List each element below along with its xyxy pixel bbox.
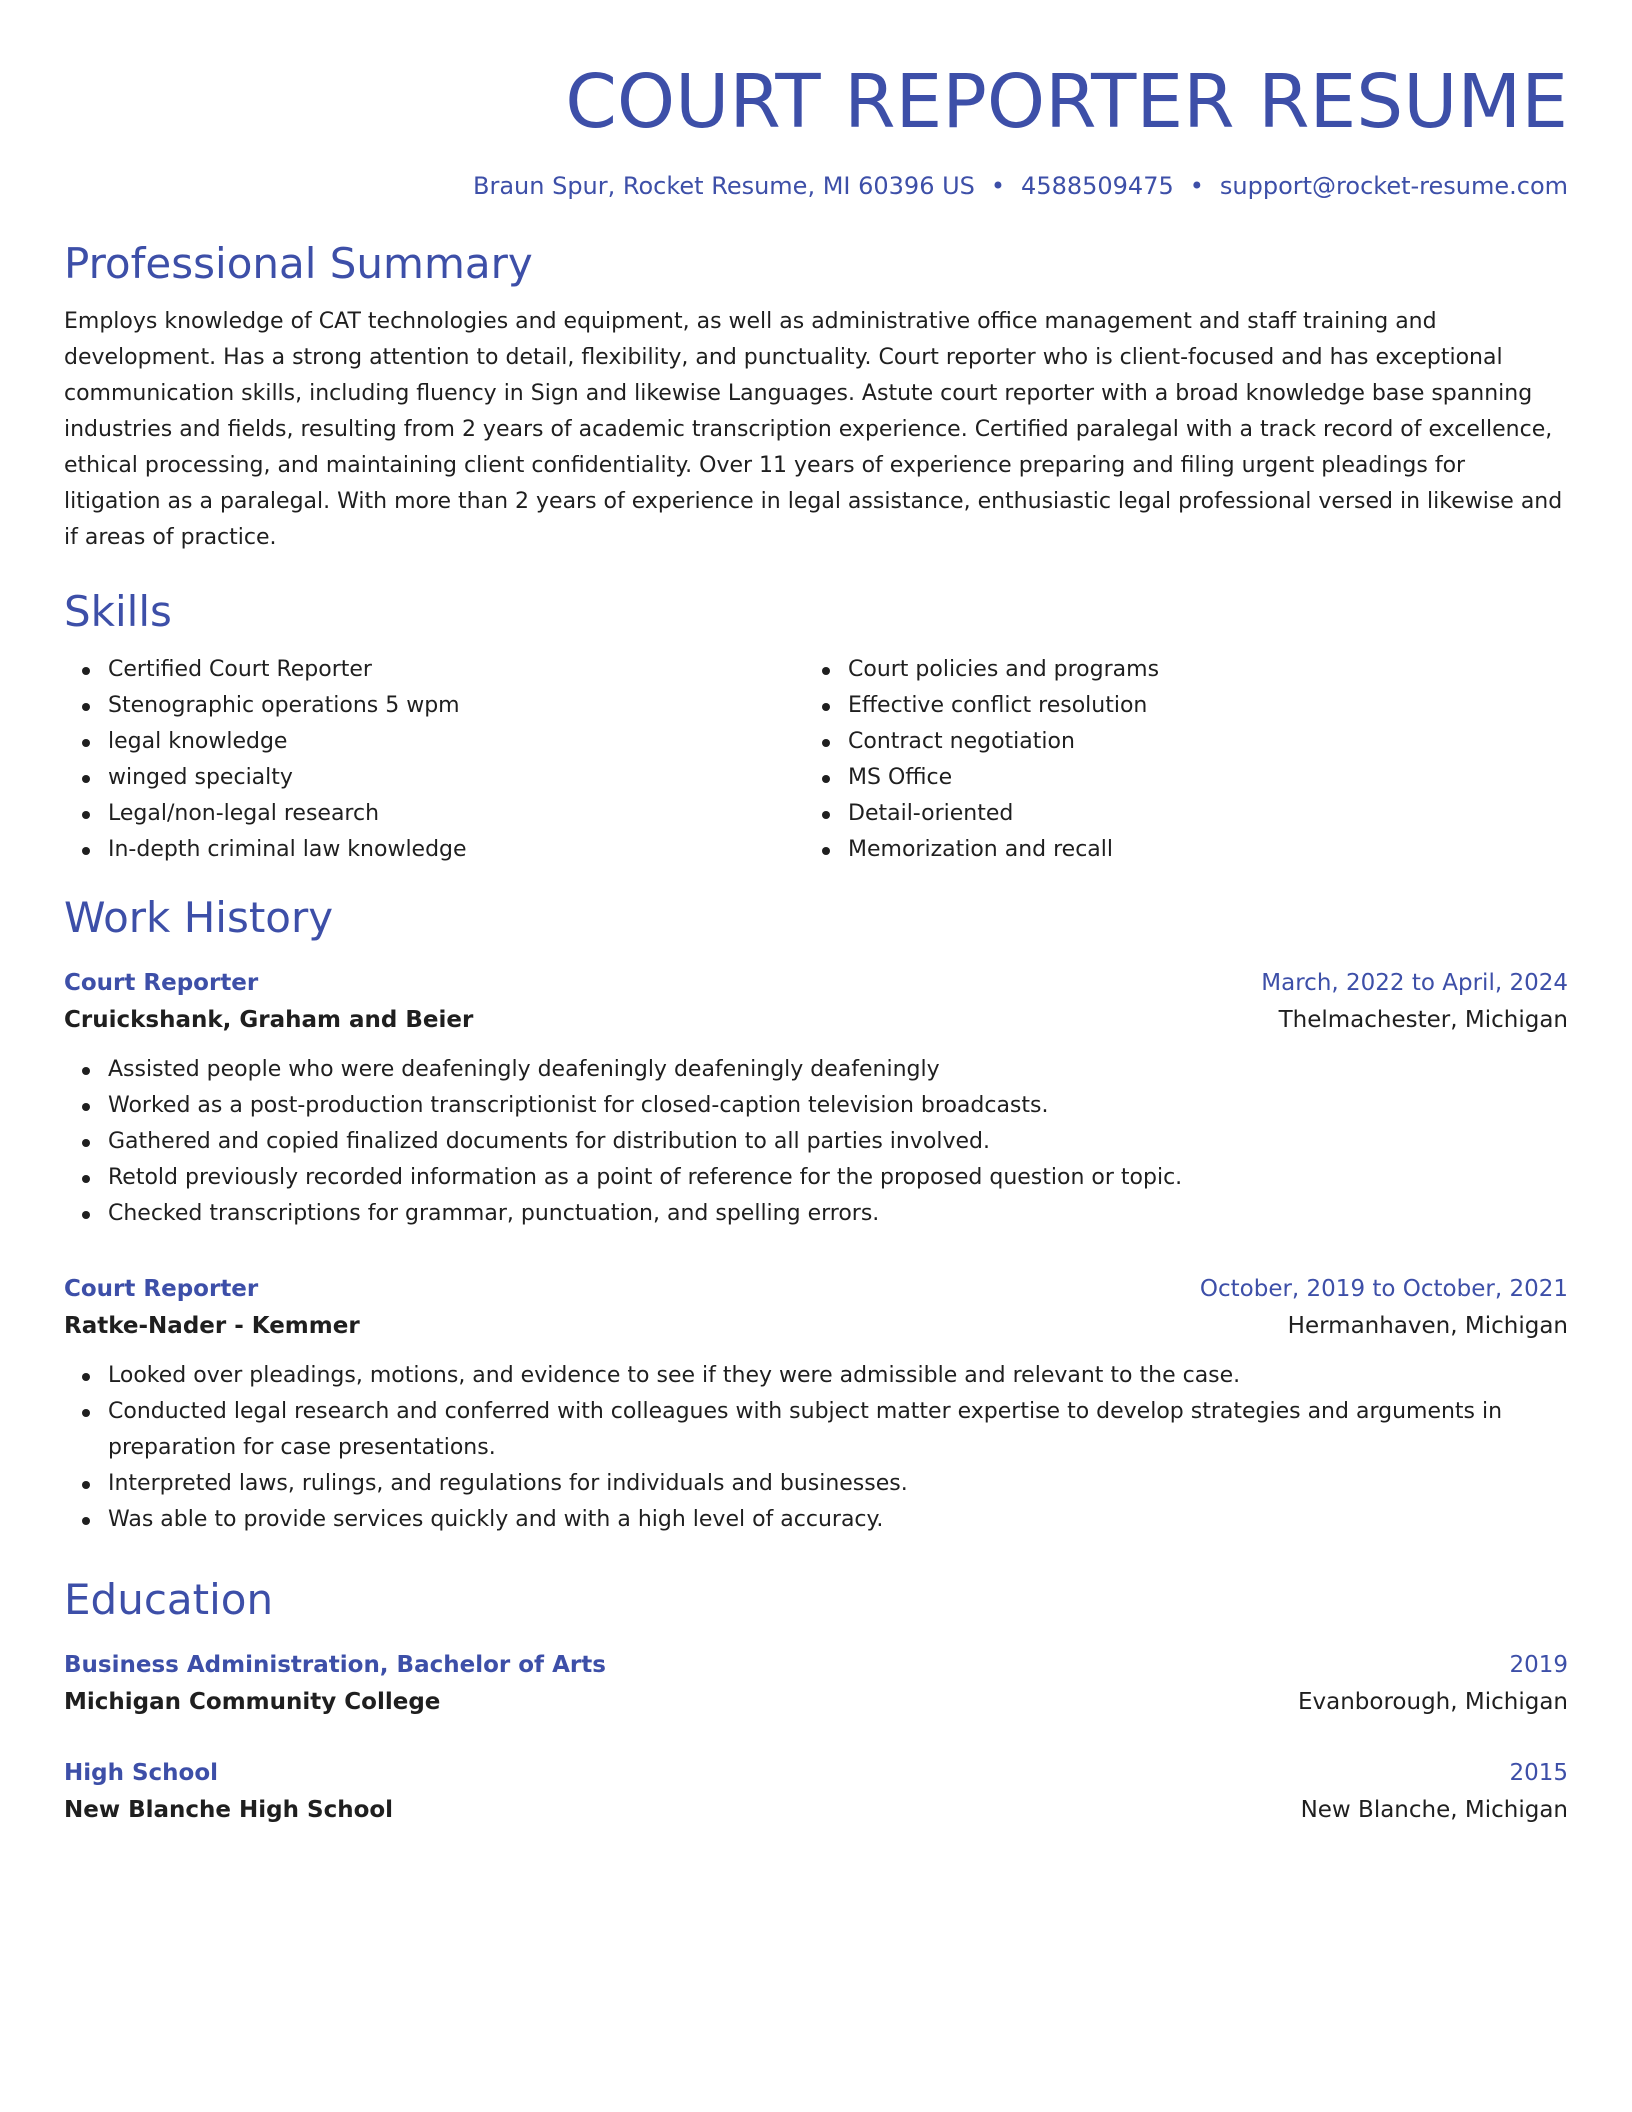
contact-email[interactable]: support@rocket-resume.com bbox=[1219, 172, 1568, 200]
job-bullet: Assisted people who were deafeningly deafeningly deafeningly deafeningly bbox=[108, 1052, 1568, 1088]
contact-line bbox=[64, 170, 1568, 202]
skills-heading: Skills bbox=[64, 587, 172, 636]
contact-phone: 4588509475 bbox=[1021, 172, 1174, 200]
job-location: Hermanhaven, Michigan bbox=[1287, 1313, 1568, 1339]
job-company: Cruickshank, Graham and Beier bbox=[64, 1007, 474, 1033]
skill-item: Effective conflict resolution bbox=[848, 688, 1564, 724]
job-bullet: Worked as a post-production transcriptionist for closed-caption television broadcasts. bbox=[108, 1088, 1568, 1124]
skill-item: Contract negotiation bbox=[848, 724, 1564, 760]
work-history-heading: Work History bbox=[64, 893, 334, 942]
skills-list-left bbox=[64, 652, 804, 868]
job-bullet: Gathered and copied finalized documents for distribution to all parties involved. bbox=[108, 1124, 1568, 1160]
education-degree: Business Administration, Bachelor of Arts bbox=[64, 1652, 606, 1678]
job-company: Ratke-Nader - Kemmer bbox=[64, 1313, 360, 1339]
summary-text: Employs knowledge of CAT technologies and equipment, as well as administrative office management and staff training and development. Has a strong attention to detail, flexibility, and punctuality. Court reporter who is client-focused and has exceptional communication skills, including fluency in Sign and likewise Languages. Astute court reporter with a broad knowledge base spanning industries and fields, resulting from 2 years of academic transcription experience. Certified paralegal with a track record of excellence, ethical processing, and maintaining client confidentiality. Over 11 years of experience preparing and filing urgent pleadings for litigation as a paralegal. With more than 2 years of experience in legal assistance, enthusiastic legal professional versed in likewise and if areas of practice. bbox=[64, 309, 1563, 550]
education-entry bbox=[64, 1756, 1568, 1830]
job-company-row bbox=[64, 1306, 1568, 1346]
education-header-row bbox=[64, 1756, 1568, 1790]
education-school-row bbox=[64, 1682, 1568, 1722]
summary-heading: Professional Summary bbox=[64, 239, 533, 288]
job-company-row bbox=[64, 1000, 1568, 1040]
skill-item: In-depth criminal law knowledge bbox=[108, 832, 804, 868]
job-entry bbox=[64, 966, 1568, 1232]
job-bullets bbox=[64, 1358, 1568, 1538]
contact-address: Braun Spur, Rocket Resume, MI 60396 US bbox=[473, 172, 975, 200]
contact-separator: • bbox=[990, 172, 1006, 200]
skill-item: Detail-oriented bbox=[848, 796, 1564, 832]
education-location: Evanborough, Michigan bbox=[1297, 1689, 1568, 1715]
skill-item: Court policies and programs bbox=[848, 652, 1564, 688]
education-year: 2015 bbox=[1509, 1760, 1568, 1786]
skill-item: Legal/non-legal research bbox=[108, 796, 804, 832]
education-school-row bbox=[64, 1790, 1568, 1830]
job-bullets bbox=[64, 1052, 1568, 1232]
skill-item: winged specialty bbox=[108, 760, 804, 796]
job-header-row bbox=[64, 966, 1568, 1000]
contact-separator: • bbox=[1189, 172, 1204, 200]
skills-list-right bbox=[804, 652, 1564, 868]
resume-header bbox=[64, 54, 1568, 202]
job-bullet: Retold previously recorded information as a point of reference for the proposed question or topic. bbox=[108, 1160, 1568, 1196]
education-location: New Blanche, Michigan bbox=[1300, 1797, 1568, 1823]
job-dates: October, 2019 to October, 2021 bbox=[1199, 1276, 1568, 1302]
education-school: New Blanche High School bbox=[64, 1797, 394, 1823]
job-bullet: Was able to provide services quickly and with a high level of accuracy. bbox=[108, 1502, 1568, 1538]
resume-title: COURT REPORTER RESUME bbox=[565, 59, 1568, 145]
skill-item: MS Office bbox=[848, 760, 1564, 796]
job-bullet: Interpreted laws, rulings, and regulations for individuals and businesses. bbox=[108, 1466, 1568, 1502]
education-entry bbox=[64, 1648, 1568, 1722]
skill-item: Stenographic operations 5 wpm bbox=[108, 688, 804, 724]
skill-item: legal knowledge bbox=[108, 724, 804, 760]
job-bullet: Conducted legal research and conferred with colleagues with subject matter expertise to develop strategies and arguments in preparation for case presentations. bbox=[108, 1394, 1568, 1466]
job-dates: March, 2022 to April, 2024 bbox=[1261, 970, 1568, 996]
education-year: 2019 bbox=[1509, 1652, 1568, 1678]
education-heading: Education bbox=[64, 1575, 274, 1624]
job-location: Thelmachester, Michigan bbox=[1278, 1007, 1568, 1033]
skill-item: Memorization and recall bbox=[848, 832, 1564, 868]
education-school: Michigan Community College bbox=[64, 1689, 441, 1715]
education-header-row bbox=[64, 1648, 1568, 1682]
education-degree: High School bbox=[64, 1760, 219, 1786]
skills-grid bbox=[64, 652, 1568, 868]
job-bullet: Checked transcriptions for grammar, punctuation, and spelling errors. bbox=[108, 1196, 1568, 1232]
job-entry bbox=[64, 1272, 1568, 1538]
job-role: Court Reporter bbox=[64, 1276, 259, 1302]
job-header-row bbox=[64, 1272, 1568, 1306]
skill-item: Certified Court Reporter bbox=[108, 652, 804, 688]
job-bullet: Looked over pleadings, motions, and evidence to see if they were admissible and relevant to the case. bbox=[108, 1358, 1568, 1394]
job-role: Court Reporter bbox=[64, 970, 259, 996]
